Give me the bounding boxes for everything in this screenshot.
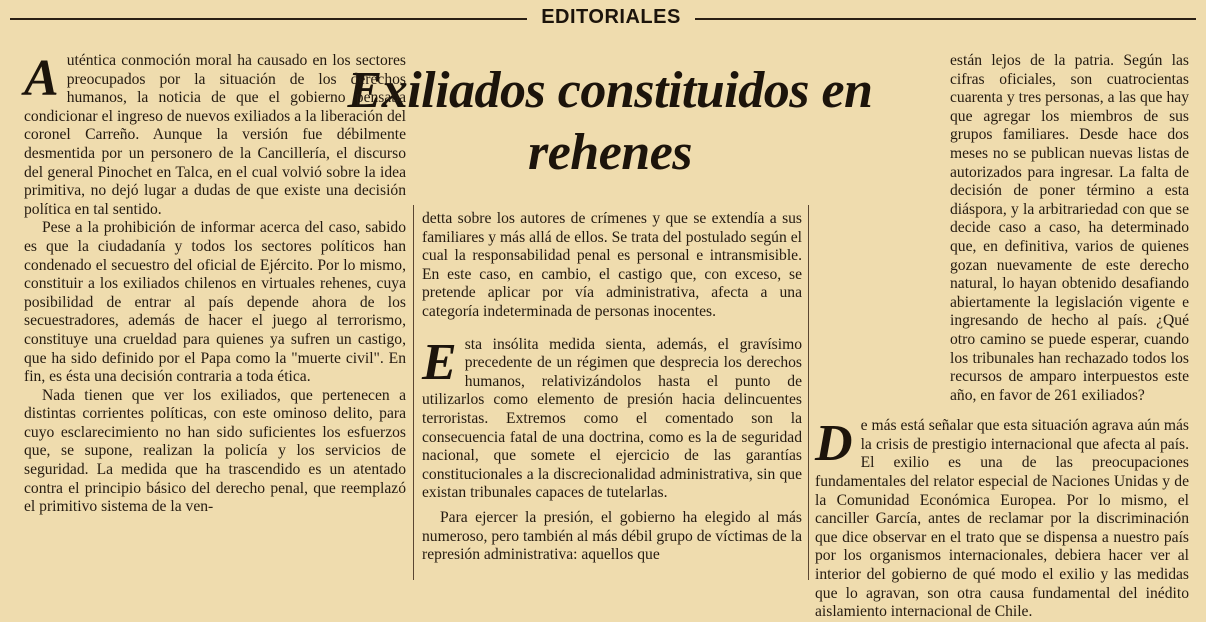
col3-paragraph-1: están lejos de la patria. Según las cifras oficiales, son cuatrocientas cuarenta y tres personas, a las que hay que agregar los miembros de sus grupos familiares. Desde hace dos meses no se publican nuevas listas de autorizados para ingresar. La falta de decisión de poner término a esta diáspora, y la arbitrariedad con que se decide caso a caso, ha determinado que, en definitiva, varios de quienes gozan nuevamente de este derecho natural, lo hayan obtenido desafiando abiertamente la legislación vigente e ingresando de hecho al país. ¿Qué otro camino se puede esperar, cuando los tribunales han rechazado todos los recursos de amparo interpuestos este año, en favor de 261 exiliados? (950, 52, 1189, 404)
col2-paragraph-3: Para ejercer la presión, el gobierno ha elegido al más numeroso, pero también al más débil grupo de víctimas de la represión administrativa: aquellos que (422, 508, 802, 564)
column-divider-1 (413, 205, 414, 580)
col3-paragraph-2 (815, 417, 1189, 622)
column-1 (24, 52, 406, 586)
dropcap-d: D (815, 415, 853, 473)
col1-paragraph-2: Pese a la prohibición de informar acerca del caso, sabido es que la ciudadanía y todos los sectores políticos han condenado el secuestro del oficial de Ejército. Por lo mismo, constituir a los exiliados chilenos en virtuales rehenes, cuya posibilidad de entrar al país depende ahora de los secuestradores, además de hacer el juego al terrorismo, constituye una crueldad para quienes ya sufren un castigo, que ha sido definido por el Papa como la "muerte civil". En fin, es ésta una decisión contraria a toda ética. (24, 219, 406, 386)
col2-paragraph-2 (422, 333, 802, 503)
col1-paragraph-3: Nada tienen que ver los exiliados, que pertenecen a distintas corrientes políticas, con este ominoso delito, para cuyo esclarecimiento no han sido suficientes los esfuerzos que, se supone, realizan la policía y los servicios de seguridad. La medida que ha trascendido es un atentado contra el principio básico del derecho penal, que reemplazó el primitivo sistema de la ven- (24, 386, 406, 516)
headline: Exiliados constituidos en rehenes (347, 62, 873, 181)
col2-p2-text: sta insólita medida sienta, además, el gravísimo precedente de un régimen que desprecia los derechos humanos, relativizándolos hasta el punto de utilizarlos como elemento de presión hacia delincuentes terroristas. Extremos como el comentado son la consecuencia fatal de una doctrina, como es la de seguridad nacional, que somete el ejercicio de las garantías constitucionales a la discrecionalidad administrativa, sin que existan tribunales capaces de tutelarlas. (422, 335, 802, 502)
col1-paragraph-1 (24, 52, 406, 219)
dropcap-a: A (24, 50, 59, 107)
column-2 (422, 210, 802, 586)
column-3 (815, 52, 1189, 621)
column-divider-2 (808, 205, 809, 580)
section-header: EDITORIALES (527, 6, 695, 29)
col2-paragraph-1: detta sobre los autores de crímenes y que se extendía a sus familiares y más allá de ellos. Se trata del postulado según el cual la responsabilidad penal es personal e intransmisible. En este caso, en cambio, el castigo que, con exceso, se pretende aplicar por vía administrativa, afecta a una categoría indeterminada de personas inocentes. (422, 210, 802, 320)
col1-p1-text: uténtica conmoción moral ha causado en los sectores preocupados por la situación de los derechos humanos, la noticia de que el gobierno pensaba condicionar el ingreso de nuevos exiliados a la liberación del coronel Carreño. Aunque la versión fue débilmente desmentida por un personero de la Cancillería, el discurso del general Pinochet en Talca, en el cual volvió sobre la idea primitiva, no dejó lugar a dudas de que existe una decisión política en tal sentido. (24, 52, 406, 218)
col3-p2-text: e más está señalar que esta situación agrava aún más la crisis de prestigio internacional que afecta al país. El exilio es una de las preocupaciones fundamentales del relator especial de Naciones Unidas y de la Comunidad Económica Europea. Por lo mismo, el canciller García, antes de reclamar por la discriminación que dice observar en el trato que se dispensa a nuestro país por los organismos internacionales, debiera hacer ver al interior del gobierno de qué modo el exilio y las medidas que lo agravan, son otra causa fundamental del inédito aislamiento internacional de Chile. (815, 417, 1189, 621)
dropcap-e: E (422, 333, 457, 391)
